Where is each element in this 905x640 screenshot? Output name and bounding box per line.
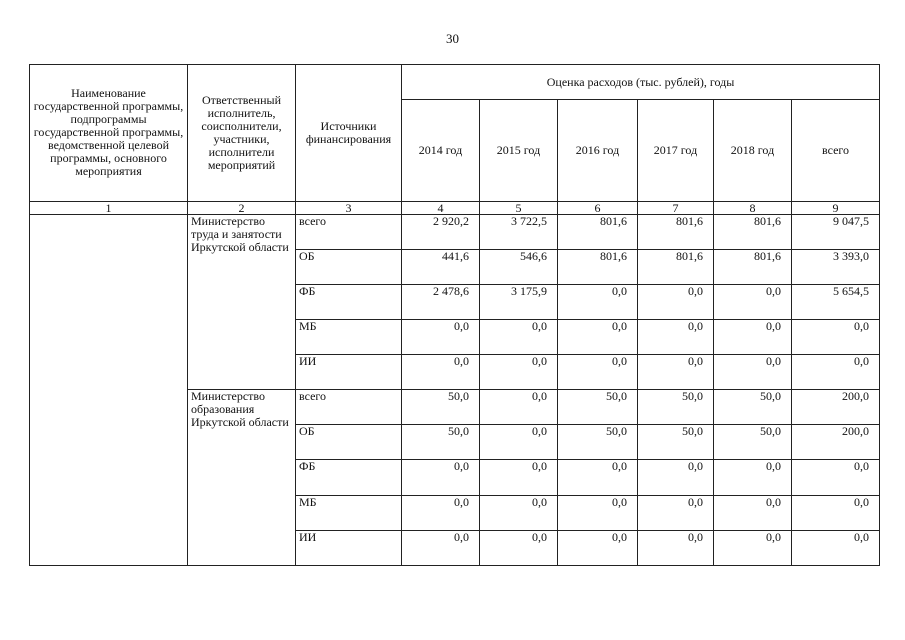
header-program-name: Наименование государственной программы, подпрограммы государственной программы, ведомственной целевой программы, основного мероприятия bbox=[30, 65, 188, 202]
value-cell: 0,0 bbox=[480, 319, 558, 354]
source-cell: всего bbox=[296, 214, 402, 249]
source-cell: всего bbox=[296, 390, 402, 425]
value-cell: 0,0 bbox=[792, 460, 880, 495]
value-cell: 0,0 bbox=[558, 355, 638, 390]
column-number: 2 bbox=[188, 201, 296, 214]
value-cell: 50,0 bbox=[402, 425, 480, 460]
header-cost-estimate: Оценка расходов (тыс. рублей), годы bbox=[402, 65, 880, 100]
value-cell: 0,0 bbox=[402, 319, 480, 354]
value-cell: 2 478,6 bbox=[402, 284, 480, 319]
value-cell: 0,0 bbox=[638, 284, 714, 319]
value-cell: 0,0 bbox=[792, 530, 880, 565]
column-number: 4 bbox=[402, 201, 480, 214]
source-cell: МБ bbox=[296, 495, 402, 530]
column-number: 5 bbox=[480, 201, 558, 214]
value-cell: 0,0 bbox=[638, 460, 714, 495]
value-cell: 0,0 bbox=[638, 530, 714, 565]
value-cell: 200,0 bbox=[792, 390, 880, 425]
value-cell: 801,6 bbox=[714, 249, 792, 284]
value-cell: 0,0 bbox=[714, 460, 792, 495]
value-cell: 50,0 bbox=[638, 390, 714, 425]
value-cell: 441,6 bbox=[402, 249, 480, 284]
value-cell: 50,0 bbox=[714, 390, 792, 425]
page-number: 30 bbox=[446, 31, 459, 46]
column-number: 1 bbox=[30, 201, 188, 214]
table-row bbox=[30, 214, 880, 249]
value-cell: 0,0 bbox=[714, 355, 792, 390]
value-cell: 0,0 bbox=[402, 530, 480, 565]
value-cell: 0,0 bbox=[558, 530, 638, 565]
value-cell: 0,0 bbox=[480, 460, 558, 495]
value-cell: 0,0 bbox=[558, 319, 638, 354]
value-cell: 0,0 bbox=[714, 284, 792, 319]
source-cell: ИИ bbox=[296, 355, 402, 390]
executor-cell: Министерство образования Иркутской области bbox=[188, 390, 296, 566]
value-cell: 50,0 bbox=[558, 390, 638, 425]
source-cell: ФБ bbox=[296, 460, 402, 495]
value-cell: 0,0 bbox=[638, 355, 714, 390]
value-cell: 0,0 bbox=[714, 495, 792, 530]
source-cell: ИИ bbox=[296, 530, 402, 565]
value-cell: 0,0 bbox=[480, 390, 558, 425]
header-sources: Источники финансирования bbox=[296, 65, 402, 202]
column-number: 6 bbox=[558, 201, 638, 214]
value-cell: 50,0 bbox=[402, 390, 480, 425]
executor-cell: Министерство труда и занятости Иркутской области bbox=[188, 214, 296, 390]
value-cell: 9 047,5 bbox=[792, 214, 880, 249]
value-cell: 0,0 bbox=[558, 284, 638, 319]
value-cell: 0,0 bbox=[638, 495, 714, 530]
value-cell: 0,0 bbox=[480, 425, 558, 460]
value-cell: 0,0 bbox=[558, 495, 638, 530]
column-number: 8 bbox=[714, 201, 792, 214]
budget-table bbox=[29, 64, 880, 566]
value-cell: 801,6 bbox=[714, 214, 792, 249]
value-cell: 2 920,2 bbox=[402, 214, 480, 249]
value-cell: 801,6 bbox=[558, 214, 638, 249]
value-cell: 0,0 bbox=[480, 355, 558, 390]
column-number: 7 bbox=[638, 201, 714, 214]
source-cell: МБ bbox=[296, 319, 402, 354]
program-name-cell bbox=[30, 214, 188, 565]
value-cell: 50,0 bbox=[558, 425, 638, 460]
value-cell: 200,0 bbox=[792, 425, 880, 460]
value-cell: 0,0 bbox=[402, 460, 480, 495]
value-cell: 546,6 bbox=[480, 249, 558, 284]
value-cell: 0,0 bbox=[792, 355, 880, 390]
value-cell: 0,0 bbox=[480, 530, 558, 565]
value-cell: 3 393,0 bbox=[792, 249, 880, 284]
value-cell: 0,0 bbox=[714, 319, 792, 354]
value-cell: 0,0 bbox=[402, 355, 480, 390]
value-cell: 801,6 bbox=[558, 249, 638, 284]
header-executor: Ответственный исполнитель, соисполнители, участники, исполнители мероприятий bbox=[188, 65, 296, 202]
value-cell: 50,0 bbox=[714, 425, 792, 460]
source-cell: ОБ bbox=[296, 425, 402, 460]
value-cell: 0,0 bbox=[558, 460, 638, 495]
value-cell: 5 654,5 bbox=[792, 284, 880, 319]
value-cell: 801,6 bbox=[638, 214, 714, 249]
value-cell: 0,0 bbox=[792, 495, 880, 530]
value-cell: 0,0 bbox=[402, 495, 480, 530]
value-cell: 0,0 bbox=[638, 319, 714, 354]
header-year-2014: 2014 год bbox=[402, 100, 480, 201]
header-year-2016: 2016 год bbox=[558, 100, 638, 201]
source-cell: ФБ bbox=[296, 284, 402, 319]
source-cell: ОБ bbox=[296, 249, 402, 284]
column-number-row bbox=[30, 201, 880, 214]
value-cell: 0,0 bbox=[480, 495, 558, 530]
value-cell: 3 722,5 bbox=[480, 214, 558, 249]
column-number: 3 bbox=[296, 201, 402, 214]
value-cell: 3 175,9 bbox=[480, 284, 558, 319]
header-year-2015: 2015 год bbox=[480, 100, 558, 201]
header-total: всего bbox=[792, 100, 880, 201]
value-cell: 0,0 bbox=[792, 319, 880, 354]
value-cell: 0,0 bbox=[714, 530, 792, 565]
value-cell: 50,0 bbox=[638, 425, 714, 460]
column-number: 9 bbox=[792, 201, 880, 214]
value-cell: 801,6 bbox=[638, 249, 714, 284]
header-year-2018: 2018 год bbox=[714, 100, 792, 201]
header-year-2017: 2017 год bbox=[638, 100, 714, 201]
